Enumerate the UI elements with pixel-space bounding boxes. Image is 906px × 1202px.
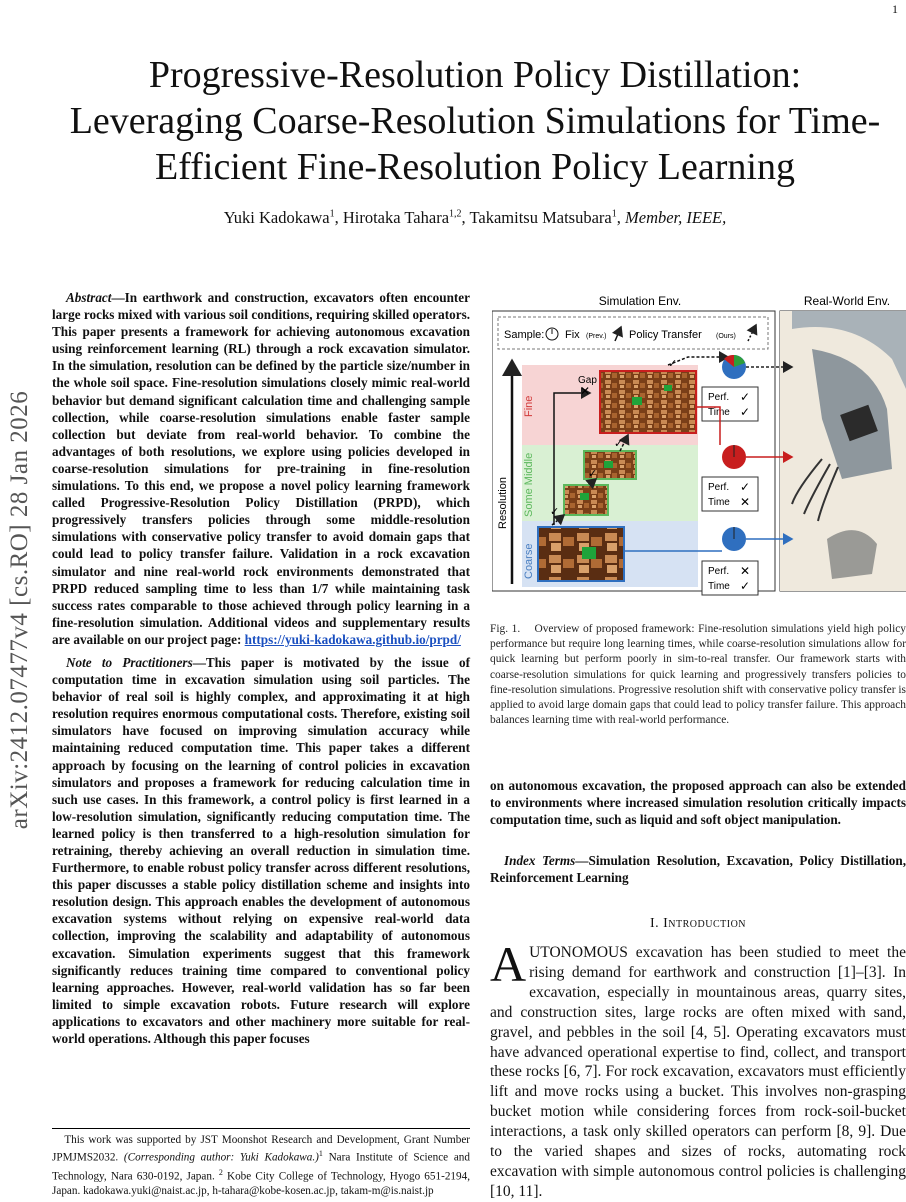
section-heading	[490, 916, 906, 932]
left-column	[52, 289, 470, 1053]
real-header: Real-World Env.	[803, 294, 891, 308]
check-mark: ✓	[740, 579, 751, 593]
legend-prev: (Prev.)	[586, 333, 607, 340]
check-mark: ✓	[550, 506, 560, 518]
level-middle: Some Middle	[523, 452, 535, 517]
check-mark: ✓	[740, 480, 751, 494]
practitioners-text: —This paper is motivated by the issue of computation time in excavation simulation using soil particles. The behavior of real soil is highly complex, and approximating it at high resolution requires enormous computational costs. Therefore, existing soil simulators have focused on improving simulation accuracy while maintaining reduced computation time. This paper takes a different approach by focusing on the learning of control policies in excavation simulators and proposes a framework for reducing calculation time in such use cases. In this framework, a control policy is first learned in a low-resolution simulation, significantly reducing computation time. The learned policy is then transferred to a high-resolution simulation for retraining, thereby achieving an overall reduction in simulation time. Furthermore, to enable robust policy transfer across different resolutions, this paper discusses a stable policy distillation scheme and insights into resolution design. This approach enables the development of autonomous excavation systems without relying on expensive real-world data collection, improving the scalability and adaptability of autonomous excavation. Simulation experiments suggest that this framework significantly reduces training time compared to conventional policy learning approaches. However, real-world validation has so far been limited to simple excavation robots. Future research will explore applications to excavators and other machinery more suitable for real-world operations. Although this paper focuses	[52, 654, 470, 1047]
level-coarse: Coarse	[523, 543, 535, 579]
fine-sim-image	[600, 371, 696, 433]
drop-cap: A	[490, 936, 527, 992]
affiliation-mark: 1	[611, 208, 617, 220]
figure-caption	[490, 622, 906, 728]
time-label: Time	[708, 581, 730, 592]
figure-1	[492, 289, 906, 601]
footnote	[52, 1128, 470, 1198]
introduction-paragraph	[490, 936, 906, 1202]
perf-label: Perf.	[708, 566, 730, 577]
check-mark: ✓	[740, 405, 751, 419]
author-list: Yuki Kadokawa$^1$, Hirotaka Tahara$^{1,2}$, Takamitsu Matsubara$^1$, Member, IEEE,	[223, 208, 727, 227]
caption-label: Fig. 1.	[490, 623, 521, 635]
perf-box-middle	[702, 477, 758, 511]
cross-mark: ✕	[740, 495, 751, 509]
arxiv-stamp-text: arXiv:2412.07477v4 [cs.RO] 28 Jan 2026	[6, 390, 33, 830]
gap-cross: ✕	[580, 384, 591, 398]
perf-box-coarse	[702, 561, 758, 595]
affiliation-1: Nara Institute of Science and Technology, Nara 630-0192, Japan.	[52, 1152, 470, 1183]
practitioners-label: Note to Practitioners	[66, 654, 193, 670]
index-terms-label: Index Terms	[504, 853, 576, 868]
project-link[interactable]: https://yuki-kadokawa.github.io/prpd/	[244, 631, 461, 647]
arxiv-stamp	[2, 320, 38, 900]
caption-text: Overview of proposed framework: Fine-resolution simulations yield high policy performance but require long learning times, while coarse-resolution simulations allow for quick learning but perform poorly in sim-to-real transfer. Our framework starts with coarse-resolution simulations for quick learning and progressively transfers policies to fine-resolution simulations. Progressive resolution shift with conservative policy transfer is applied to avoid large domain gaps that could lead to policy transfer failure. This approach balances learning time with real-world performance.	[490, 623, 906, 727]
author-name: Hirotaka Tahara	[342, 208, 450, 227]
legend-transfer: Policy Transfer	[629, 329, 702, 341]
note-to-practitioners	[52, 654, 470, 1047]
author-name: Takamitsu Matsubara	[469, 208, 612, 227]
intro-lead: UTONOMOUS	[529, 944, 628, 961]
affiliation-mark: 1	[329, 208, 335, 220]
sim-header: Simulation Env.	[598, 294, 682, 308]
legend-ours: (Ours)	[716, 333, 736, 340]
perf-box-fine	[702, 387, 758, 421]
overview-diagram	[492, 289, 906, 601]
affiliation-mark: 2	[218, 1167, 223, 1177]
check-mark: ✓	[588, 468, 598, 480]
index-terms-text: —Simulation Resolution, Excavation, Policy Distillation, Reinforcement Learning	[490, 853, 906, 886]
check-mark: ✓	[614, 438, 624, 450]
perf-label: Perf.	[708, 482, 730, 493]
section-title: Introduction	[663, 916, 747, 931]
abstract-text: —In earthwork and construction, excavators often encounter large rocks mixed with various soil conditions, requiring skilled operators. This paper presents a framework for achieving autonomous excavation using reinforcement learning (RL) through a rock excavation simulator. In the simulation, resolution can be defined by the particle size/number in the whole soil space. Fine-resolution simulations closely mimic real-world behavior but demand significant calculation time and challenging sample collection, while coarse-resolution simulations enable faster sample collection but deviate from real-world behavior. To combine the advantages of both resolutions, we explore using policies developed in coarse-resolution simulations for pre-training in fine-resolution simulations. To this end, we propose a novel policy learning framework called Progressive-Resolution Policy Distillation (PRPD), which progressively transfers policies through some middle-resolution simulations with conservative policy transfer to avoid domain gaps that could lead to policy transfer failure. Validation in a rock excavation simulator and nine real-world rock environments demonstrated that PRPD reduced sampling time to less than 1/7 while maintaining task success rates comparable to those achieved through policy learning in a fine-resolution simulation. Additional videos and supplementary results are available on our project page:	[52, 290, 470, 647]
time-label: Time	[708, 407, 730, 418]
legend-fix: Fix	[565, 329, 580, 341]
membership: Member, IEEE,	[625, 208, 727, 227]
resolution-axis-label: Resolution	[497, 477, 509, 529]
check-mark: ✓	[668, 358, 678, 370]
author-name: Yuki Kadokawa	[223, 208, 330, 227]
level-fine: Fine	[523, 395, 535, 417]
intro-text: excavation has been studied to meet the rising demand for earthwork and construction [1]–[3]. In excavation, especially in mountainous areas, quarry sites, and construction sites, large rocks are often mixed with sand, gravel, and pebbles in the soil [4, 5]. Operating excavators must have advanced operational expertise to find, collect, and transport these rocks [6, 7]. For rock excavation, excavators must efficiently lift and move rocks using a bucket. This involves non-grasping bucket motion while considering forces from rock-soil-bucket interactions, a task only skilled operators can perform [8, 9]. Due to the varied shapes and sizes of rocks, automating rock excavation with simple autonomous control policies is challenging [10, 11].	[490, 944, 906, 1200]
paper-title: Progressive-Resolution Policy Distillation: Leveraging Coarse-Resolution Simulations for Time-Efficient Fine-Resolution Policy Learning	[69, 54, 881, 188]
abstract	[52, 289, 470, 648]
section-number: I.	[649, 916, 660, 931]
time-label: Time	[708, 497, 730, 508]
coarse-sim-image	[538, 527, 624, 581]
gap-label: Gap	[578, 375, 597, 386]
funding-note: This work was supported by JST Moonshot Research and Development, Grant Number JPMJMS2032.	[52, 1134, 471, 1165]
abstract-label: Abstract	[66, 290, 112, 305]
affiliation-2: Kobe City College of Technology, Hyogo 651-2194, Japan. kadokawa.yuki@naist.ac.jp, h-tahara@kobe-kosen.ac.jp, takam-m@is.naist.jp	[52, 1170, 470, 1197]
corresponding-author: (Corresponding author: Yuki Kadokawa.)	[123, 1152, 319, 1165]
affiliation-mark: 1	[318, 1149, 323, 1159]
index-terms	[490, 852, 906, 886]
legend-sample: Sample:	[504, 329, 545, 341]
check-mark: ✓	[740, 390, 751, 404]
perf-label: Perf.	[708, 392, 730, 403]
affiliation-mark: 1,2	[449, 208, 462, 220]
page-number: 1	[892, 2, 898, 16]
practitioners-continued: on autonomous excavation, the proposed approach can also be extended to environments where increased simulation resolution critically impacts computation time, such as liquid and soft object manipulation.	[490, 778, 906, 828]
cross-mark: ✕	[740, 564, 751, 578]
